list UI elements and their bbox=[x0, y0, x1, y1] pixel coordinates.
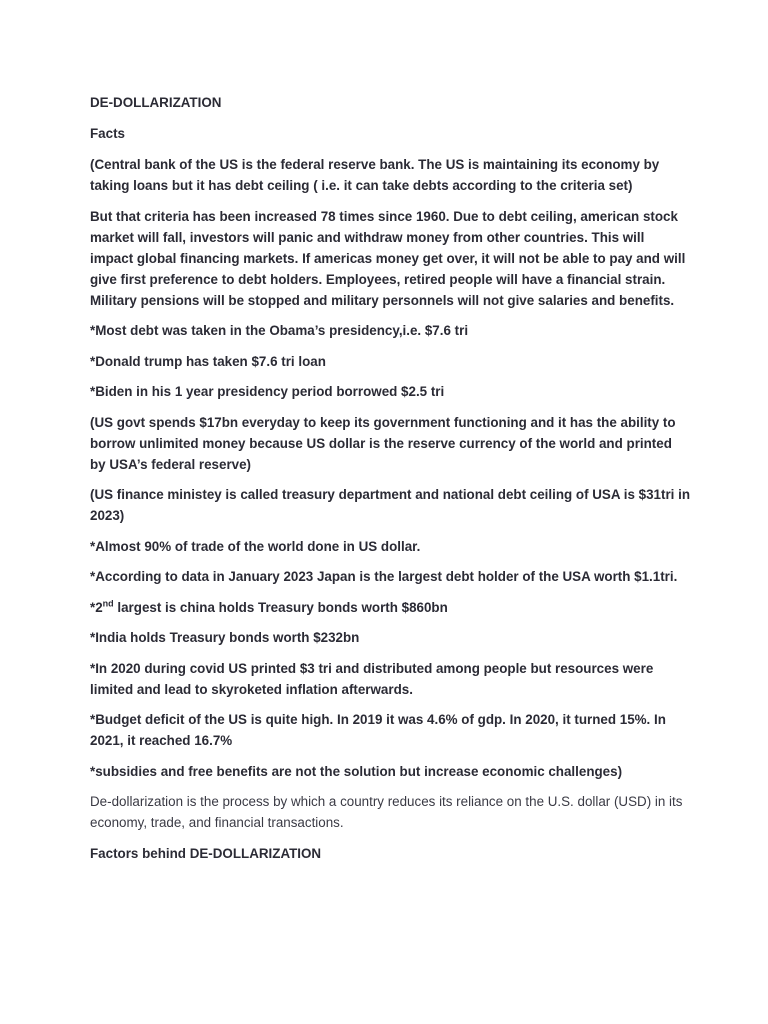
facts-heading: Facts bbox=[90, 126, 125, 141]
fact-covid-printing: *In 2020 during covid US printed $3 tri and distributed among people but resources were limited and lead to skyroketed inflation afterwards. bbox=[90, 660, 654, 697]
fact-biden-borrowed: *Biden in his 1 year presidency period borrowed $2.5 tri bbox=[90, 384, 445, 399]
fact-world-trade: *Almost 90% of trade of the world done in US dollar. bbox=[90, 538, 421, 554]
fact-budget-deficit: *Budget deficit of the US is quite high. In 2019 it was 4.6% of gdp. In 2020, it turned 15%. In 2021, it reached 16.7% bbox=[90, 712, 666, 748]
paragraph-treasury-department: (US finance ministey is called treasury department and national debt ceiling of USA is $31tri in 2023) bbox=[90, 487, 691, 523]
fact-subsidies: *subsidies and free benefits are not the solution but increase economic challenges) bbox=[90, 763, 623, 779]
paragraph-govt-spending: (US govt spends $17bn everyday to keep its government functioning and it has the ability to borrow unlimited money because US dollar is the reserve currency of the world and printed by USA’s federal reserve) bbox=[90, 414, 676, 472]
paragraph-debt-ceiling: But that criteria has been increased 78 times since 1960. Due to debt ceiling, american stock market will fall, investors will panic and withdraw money from other countries. This will impact global financing markets. If americas money get over, it will not be able to pay and will give first preference to debt holders. Employees, retired people will have a financial strain. Military pensions will be stopped and military personnels will not give salaries and benefits. bbox=[90, 208, 686, 308]
document-page bbox=[90, 92, 690, 874]
china-ordinal-suffix: nd bbox=[102, 598, 114, 609]
definition-paragraph: De-dollarization is the process by which a country reduces its reliance on the U.S. dollar (USD) in its economy, trade, and financial transactions. bbox=[90, 794, 683, 830]
paragraph-central-bank: (Central bank of the US is the federal reserve bank. The US is maintaining its economy by taking loans but it has debt ceiling ( i.e. it can take debts according to the criteria set) bbox=[90, 157, 660, 193]
china-rest: largest is china holds Treasury bonds worth $860bn bbox=[113, 599, 448, 615]
fact-obama-debt: *Most debt was taken in the Obama’s presidency,i.e. $7.6 tri bbox=[90, 323, 469, 338]
document-title: DE-DOLLARIZATION bbox=[90, 95, 222, 110]
fact-trump-loan: *Donald trump has taken $7.6 tri loan bbox=[90, 353, 326, 369]
fact-china-holder bbox=[90, 597, 690, 618]
factors-heading: Factors behind DE-DOLLARIZATION bbox=[90, 845, 322, 861]
china-prefix: *2 bbox=[90, 599, 103, 615]
fact-japan-holder: *According to data in January 2023 Japan is the largest debt holder of the USA worth $1.1tri. bbox=[90, 569, 678, 584]
fact-india-holder: *India holds Treasury bonds worth $232bn bbox=[90, 630, 360, 645]
